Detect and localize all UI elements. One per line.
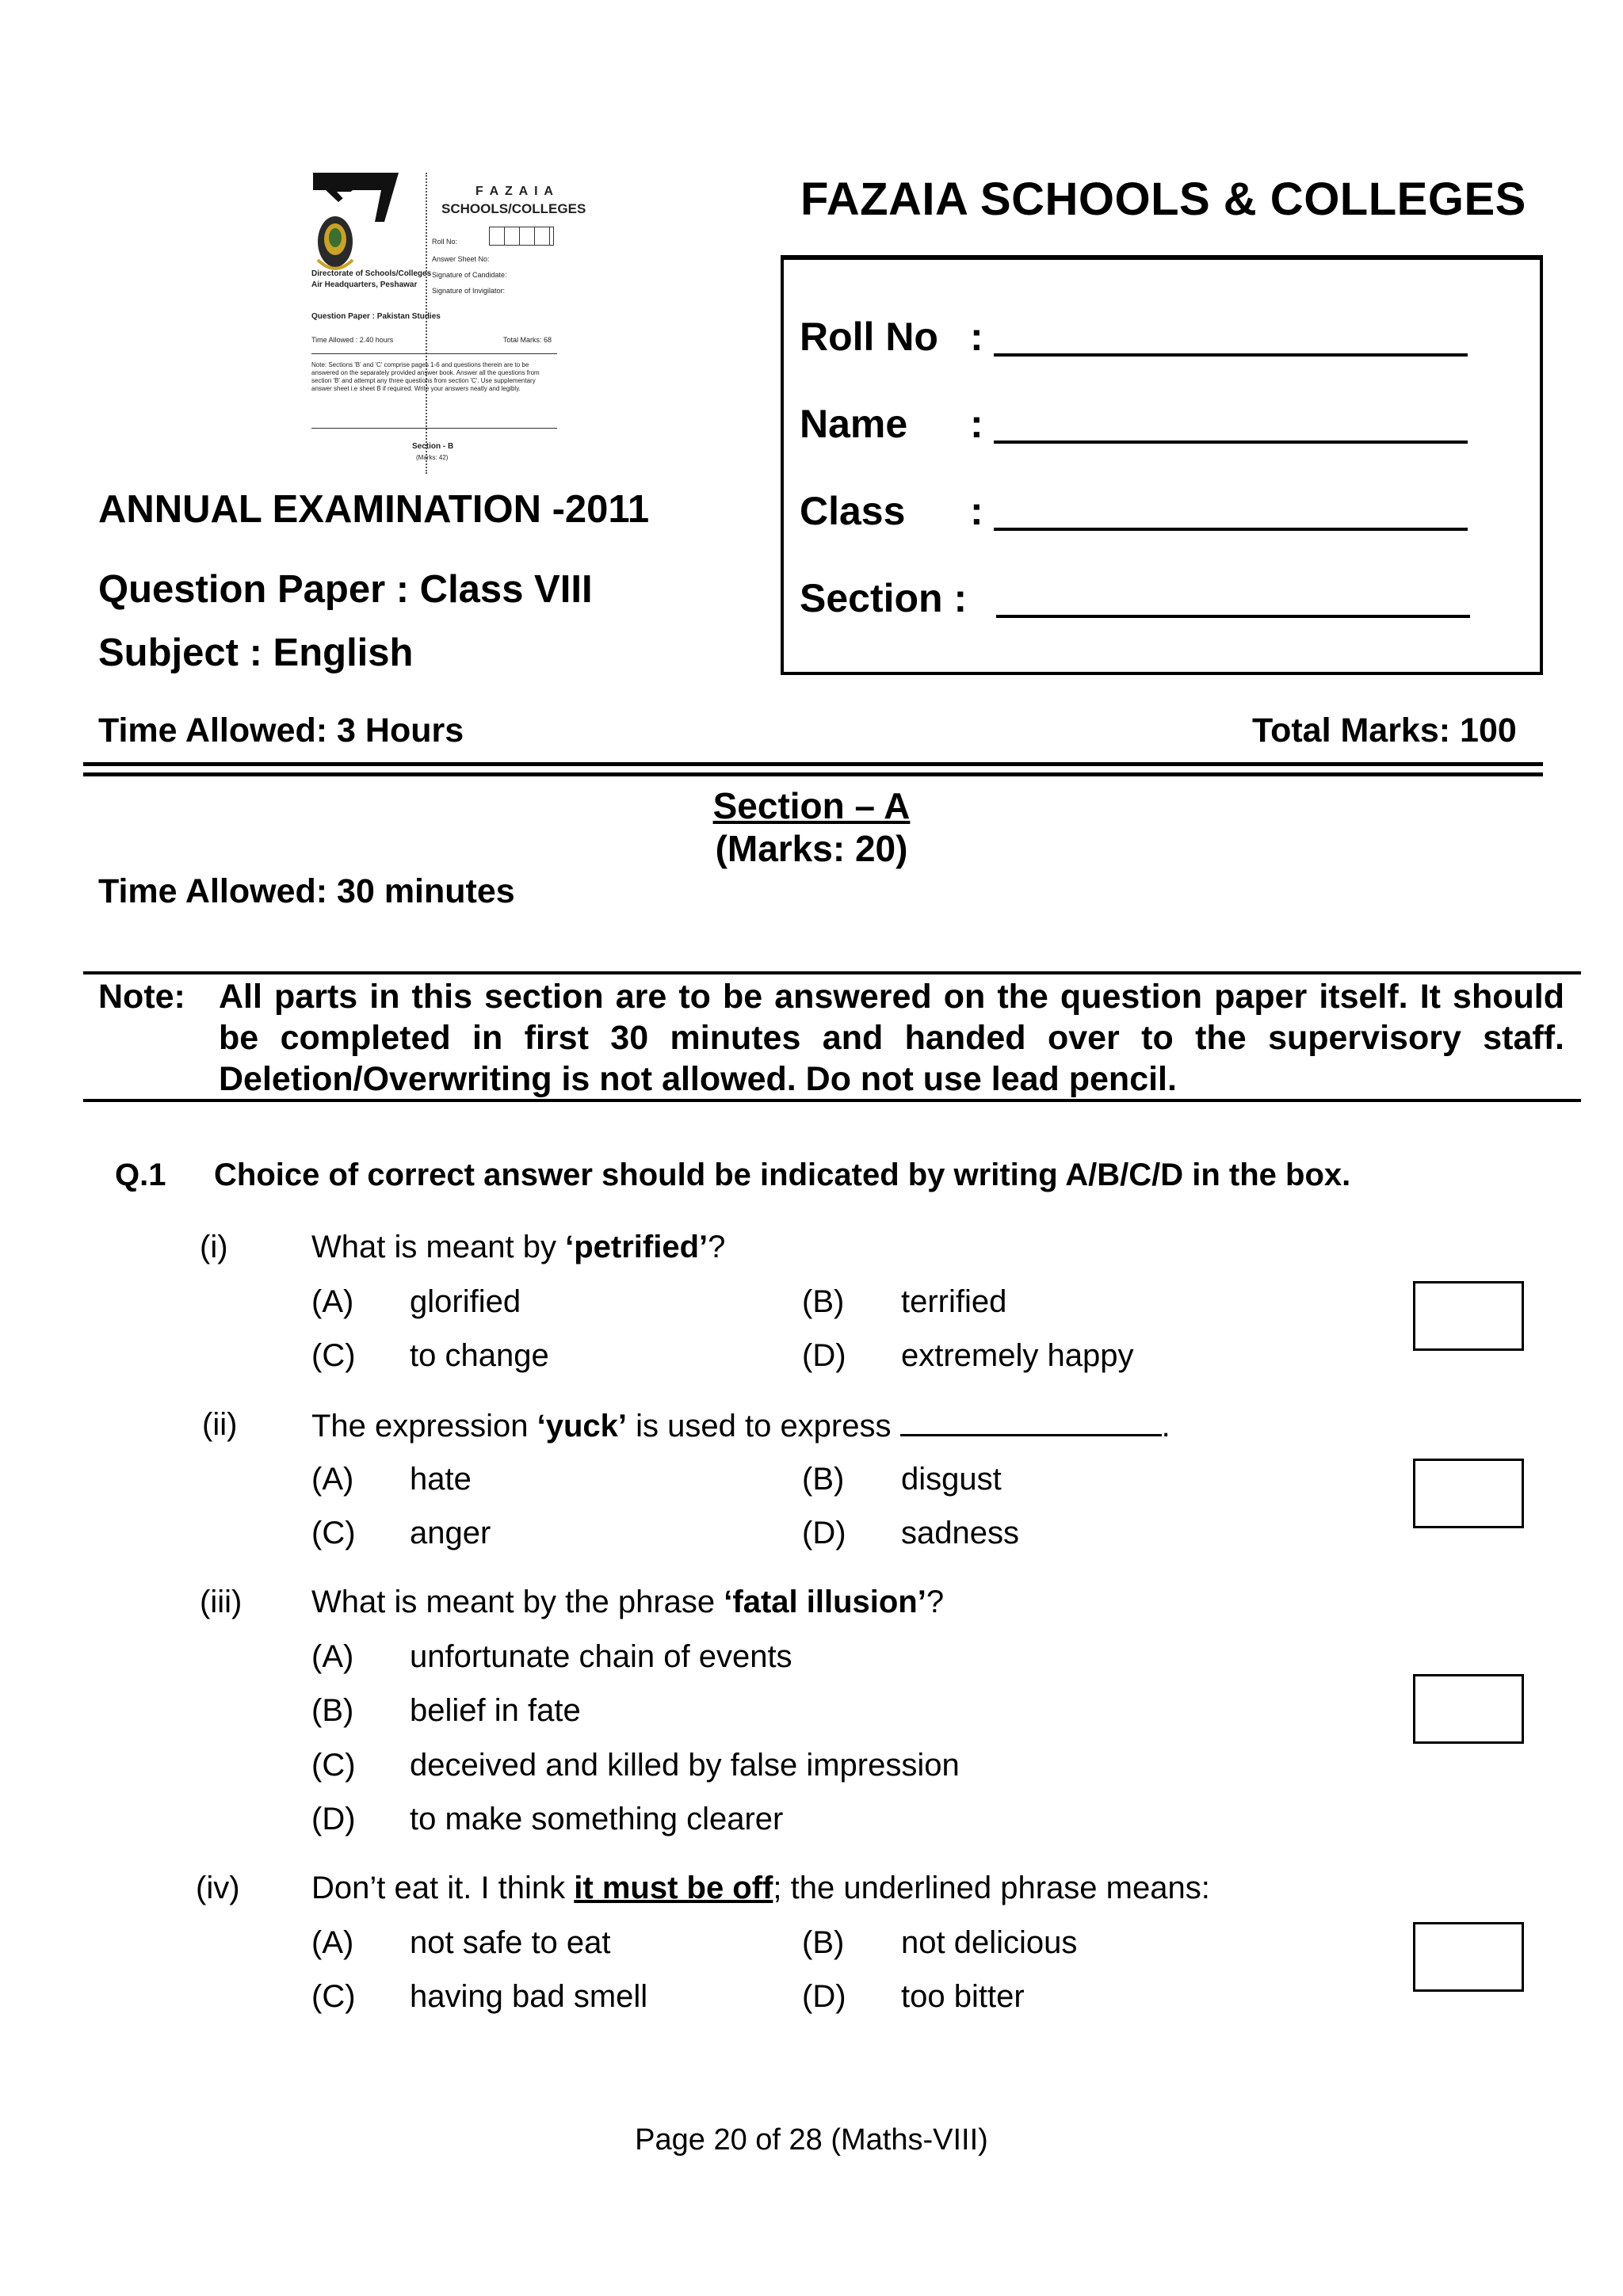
option-letter: (C) [311, 1979, 356, 2014]
page-number: Page 20 of 28 (Maths-VIII) [635, 2123, 988, 2157]
eagle-crest-icon [305, 166, 400, 285]
name-field[interactable] [994, 441, 1468, 444]
question-number: (ii) [202, 1407, 238, 1442]
roll-no-label: Roll No [800, 315, 938, 359]
roll-no-colon: : [970, 315, 983, 359]
question-text [311, 1871, 1210, 1906]
name-label: Name [800, 402, 908, 446]
option-text: unfortunate chain of events [410, 1639, 792, 1674]
roll-no-field[interactable] [994, 353, 1468, 357]
q1-instruction: Choice of correct answer should be indicated by writing A/B/C/D in the box. [214, 1158, 1351, 1192]
option-letter: (A) [311, 1284, 354, 1319]
subject: Subject : English [98, 631, 414, 674]
option-letter: (D) [311, 1802, 356, 1836]
name-colon: : [970, 402, 983, 446]
option-text: to make something clearer [410, 1802, 784, 1836]
class-label: Class [800, 489, 906, 533]
logo-sig-invigilator: Signature of Invigilator: [432, 287, 506, 295]
logo-note: Note: Sections 'B' and 'C' comprise pages 1-6 and questions therein are to be answered on the separately provided answer book. Answer all the questions from section 'B' and attempt any three questions from section 'C'. Use supplementary answer sheet i.e sheet B if required. Write your answers neatly and legibly. [311, 361, 540, 392]
option-letter: (A) [311, 1462, 354, 1497]
question-keyword: ‘fatal illusion’ [724, 1585, 926, 1619]
note-rule-top [83, 971, 1581, 974]
option-letter: (C) [311, 1748, 356, 1783]
option-letter: (D) [802, 1516, 846, 1550]
question-text [311, 1407, 1170, 1444]
option-text: not delicious [901, 1925, 1078, 1960]
option-text: having bad smell [410, 1979, 648, 2014]
question-text-post: is used to express [627, 1409, 900, 1444]
class-row [800, 488, 998, 534]
question-text-post: ? [926, 1585, 945, 1619]
section-a-time: Time Allowed: 30 minutes [98, 872, 515, 910]
logo-total-marks: Total Marks: 68 [503, 336, 552, 344]
roll-no-row [800, 314, 998, 360]
logo-section: Section - B [412, 442, 454, 451]
exam-title: ANNUAL EXAMINATION -2011 [98, 488, 650, 531]
question-text [311, 1585, 944, 1620]
section-a-marks: (Marks: 20) [715, 828, 908, 869]
school-logo-thumbnail [305, 166, 586, 475]
option-letter: (B) [311, 1693, 354, 1728]
question-text-pre: The expression [311, 1409, 537, 1444]
question-text [311, 1230, 725, 1265]
fill-in-blank[interactable] [900, 1407, 1162, 1436]
logo-sig-candidate: Signature of Candidate: [432, 271, 507, 279]
answer-box[interactable] [1413, 1459, 1524, 1528]
option-letter: (D) [802, 1338, 846, 1373]
question-text-end: . [1161, 1409, 1170, 1444]
option-letter: (B) [802, 1284, 845, 1319]
logo-directorate-line1: Directorate of Schools/Colleges [311, 269, 432, 278]
section-a-title: Section – A [712, 785, 911, 826]
option-text: glorified [410, 1284, 521, 1319]
option-text: deceived and killed by false impression [410, 1748, 960, 1783]
note-label: Note: [98, 978, 185, 1016]
logo-time-allowed: Time Allowed : 2.40 hours [311, 336, 394, 344]
option-text: disgust [901, 1462, 1002, 1497]
question-paper-class: Question Paper : Class VIII [98, 568, 593, 611]
question-number: (i) [200, 1230, 228, 1264]
note-block [98, 976, 1564, 1100]
question-number: (iii) [200, 1585, 242, 1619]
option-text: not safe to eat [410, 1925, 611, 1960]
question-keyword: it must be off [574, 1871, 773, 1905]
option-text: extremely happy [901, 1338, 1134, 1373]
q1-number: Q.1 [115, 1158, 166, 1192]
option-text: hate [410, 1462, 472, 1497]
class-colon: : [970, 489, 983, 533]
total-marks: Total Marks: 100 [1252, 711, 1517, 749]
divider-top [83, 762, 1543, 766]
candidate-info-box [781, 255, 1543, 675]
name-row [800, 401, 998, 447]
logo-directorate-line2: Air Headquarters, Peshawar [311, 280, 418, 289]
question-keyword: ‘yuck’ [537, 1409, 627, 1444]
option-letter: (B) [802, 1925, 845, 1960]
option-text: sadness [901, 1516, 1019, 1550]
option-text: too bitter [901, 1979, 1025, 2014]
time-allowed-total: Time Allowed: 3 Hours [98, 711, 464, 749]
section-row [800, 575, 967, 621]
question-text-pre: What is meant by [311, 1230, 566, 1264]
logo-roll-no: Roll No: [432, 238, 458, 246]
note-rule-bottom [83, 1099, 1581, 1102]
logo-brand-top: F A Z A I A [475, 185, 555, 198]
logo-answer-sheet: Answer Sheet No: [432, 255, 490, 263]
option-text: anger [410, 1516, 491, 1550]
option-letter: (D) [802, 1979, 846, 2014]
option-text: belief in fate [410, 1693, 581, 1728]
question-text-post: ; the underlined phrase means: [773, 1871, 1210, 1905]
divider-bottom [83, 772, 1543, 776]
option-letter: (B) [802, 1462, 845, 1497]
option-letter: (C) [311, 1516, 356, 1550]
question-keyword: ‘petrified’ [565, 1230, 708, 1264]
logo-marks: (Marks: 42) [416, 454, 449, 461]
option-text: terrified [901, 1284, 1007, 1319]
question-text-pre: What is meant by the phrase [311, 1585, 724, 1619]
answer-box[interactable] [1413, 1922, 1524, 1992]
logo-brand-bottom: SCHOOLS/COLLEGES [441, 201, 586, 216]
question-text-post: ? [708, 1230, 726, 1264]
option-letter: (A) [311, 1925, 354, 1960]
question-number: (iv) [196, 1871, 240, 1905]
answer-box[interactable] [1413, 1674, 1524, 1744]
option-text: to change [410, 1338, 549, 1373]
option-letter: (A) [311, 1639, 354, 1674]
class-field[interactable] [994, 528, 1468, 531]
option-letter: (C) [311, 1338, 356, 1373]
section-field[interactable] [996, 615, 1470, 618]
section-label: Section : [800, 576, 968, 620]
question-text-pre: Don’t eat it. I think [311, 1871, 575, 1905]
logo-question-paper: Question Paper : Pakistan Studies [311, 312, 441, 321]
school-name: FAZAIA SCHOOLS & COLLEGES [800, 174, 1526, 225]
note-text: All parts in this section are to be answered on the question paper itself. It should be completed in first 30 minutes and handed over to the supervisory staff. Deletion/Overwriting is not allowed. Do not use lead pencil. [219, 978, 1564, 1098]
answer-box[interactable] [1413, 1281, 1524, 1351]
